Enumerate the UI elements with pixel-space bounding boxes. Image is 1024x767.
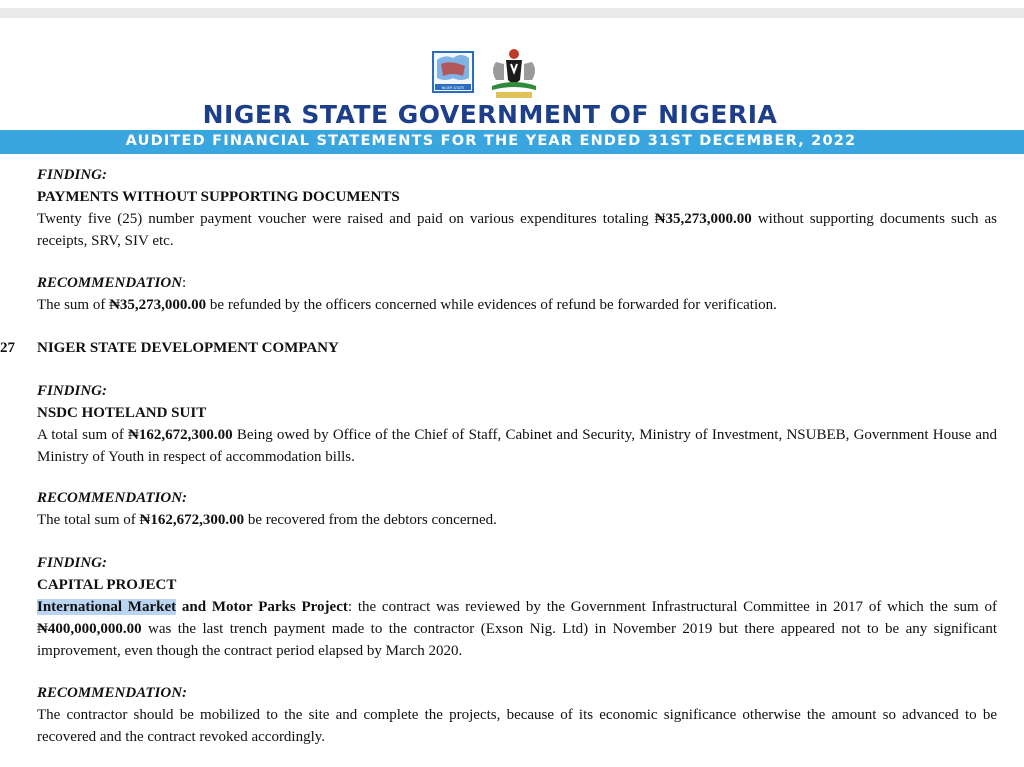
recommendation-paragraph: The total sum of ₦162,672,300.00 be recovered from the debtors concerned.: [37, 512, 497, 528]
report-banner: [0, 130, 1024, 154]
recommendation-paragraph: The sum of ₦35,273,000.00 be refunded by the officers concerned while evidences of refund be forwarded for verification.: [37, 297, 777, 313]
recommendation-nsdc-block: [37, 487, 997, 531]
finding-label: FINDING:: [37, 555, 108, 571]
top-scroll-strip: [0, 8, 1024, 18]
section-number: 27: [0, 340, 15, 356]
finding-paragraph: International Market and Motor Parks Project: the contract was reviewed by the Government Infrastructural Committee in 2017 of which the sum of ₦400,000,000.00 was the last trench payment made to the contractor (Exson Nig. Ltd) in November 2019 but there appeared not to be any significant improvement, even though the contract period elapsed by March 2020.: [37, 599, 997, 659]
niger-logo-text: NIGER STATE: [441, 86, 465, 90]
finding-paragraph: Twenty five (25) number payment voucher were raised and paid on various expenditures totaling ₦35,273,000.00 without supporting documents such as receipts, SRV, SIV etc.: [37, 211, 998, 249]
niger-state-logo: [431, 48, 475, 98]
finding-payments-block: [37, 164, 997, 252]
recommendation-paragraph: The contractor should be mobilized to the site and complete the projects, because of its economic significance otherwise the amount so advanced to be recovered and the contract revoked accordingly.: [37, 707, 997, 745]
recommendation-payments-block: [37, 272, 997, 316]
recommendation-capital-block: [37, 682, 997, 748]
section-heading: [0, 337, 997, 359]
finding-label: FINDING:: [37, 383, 108, 399]
finding-heading: NSDC HOTELAND SUIT: [37, 405, 207, 421]
selected-text-highlight[interactable]: International Market: [37, 599, 177, 615]
header-logos: [428, 46, 548, 102]
finding-heading: CAPITAL PROJECT: [37, 577, 177, 593]
page-header-title: NIGER STATE GOVERNMENT OF NIGERIA: [202, 100, 778, 129]
finding-heading: PAYMENTS WITHOUT SUPPORTING DOCUMENTS: [37, 189, 400, 205]
finding-paragraph: A total sum of ₦162,672,300.00 Being owed by Office of the Chief of Staff, Cabinet and Security, Ministry of Investment, NSUBEB, Government House and Ministry of Youth in respect of accommodation bills.: [37, 427, 997, 465]
finding-label: FINDING:: [37, 167, 108, 183]
recommendation-label: RECOMMENDATION:: [37, 490, 188, 506]
banner-subtitle: AUDITED FINANCIAL STATEMENTS FOR THE YEAR ENDED 31ST DECEMBER, 2022: [125, 133, 857, 149]
recommendation-label: RECOMMENDATION:: [37, 685, 188, 701]
section-title: NIGER STATE DEVELOPMENT COMPANY: [37, 340, 339, 356]
coat-of-arms-logo: [484, 46, 544, 102]
finding-nsdc-block: [37, 380, 997, 468]
recommendation-label: RECOMMENDATION:: [37, 275, 187, 291]
finding-capital-block: [37, 552, 997, 662]
